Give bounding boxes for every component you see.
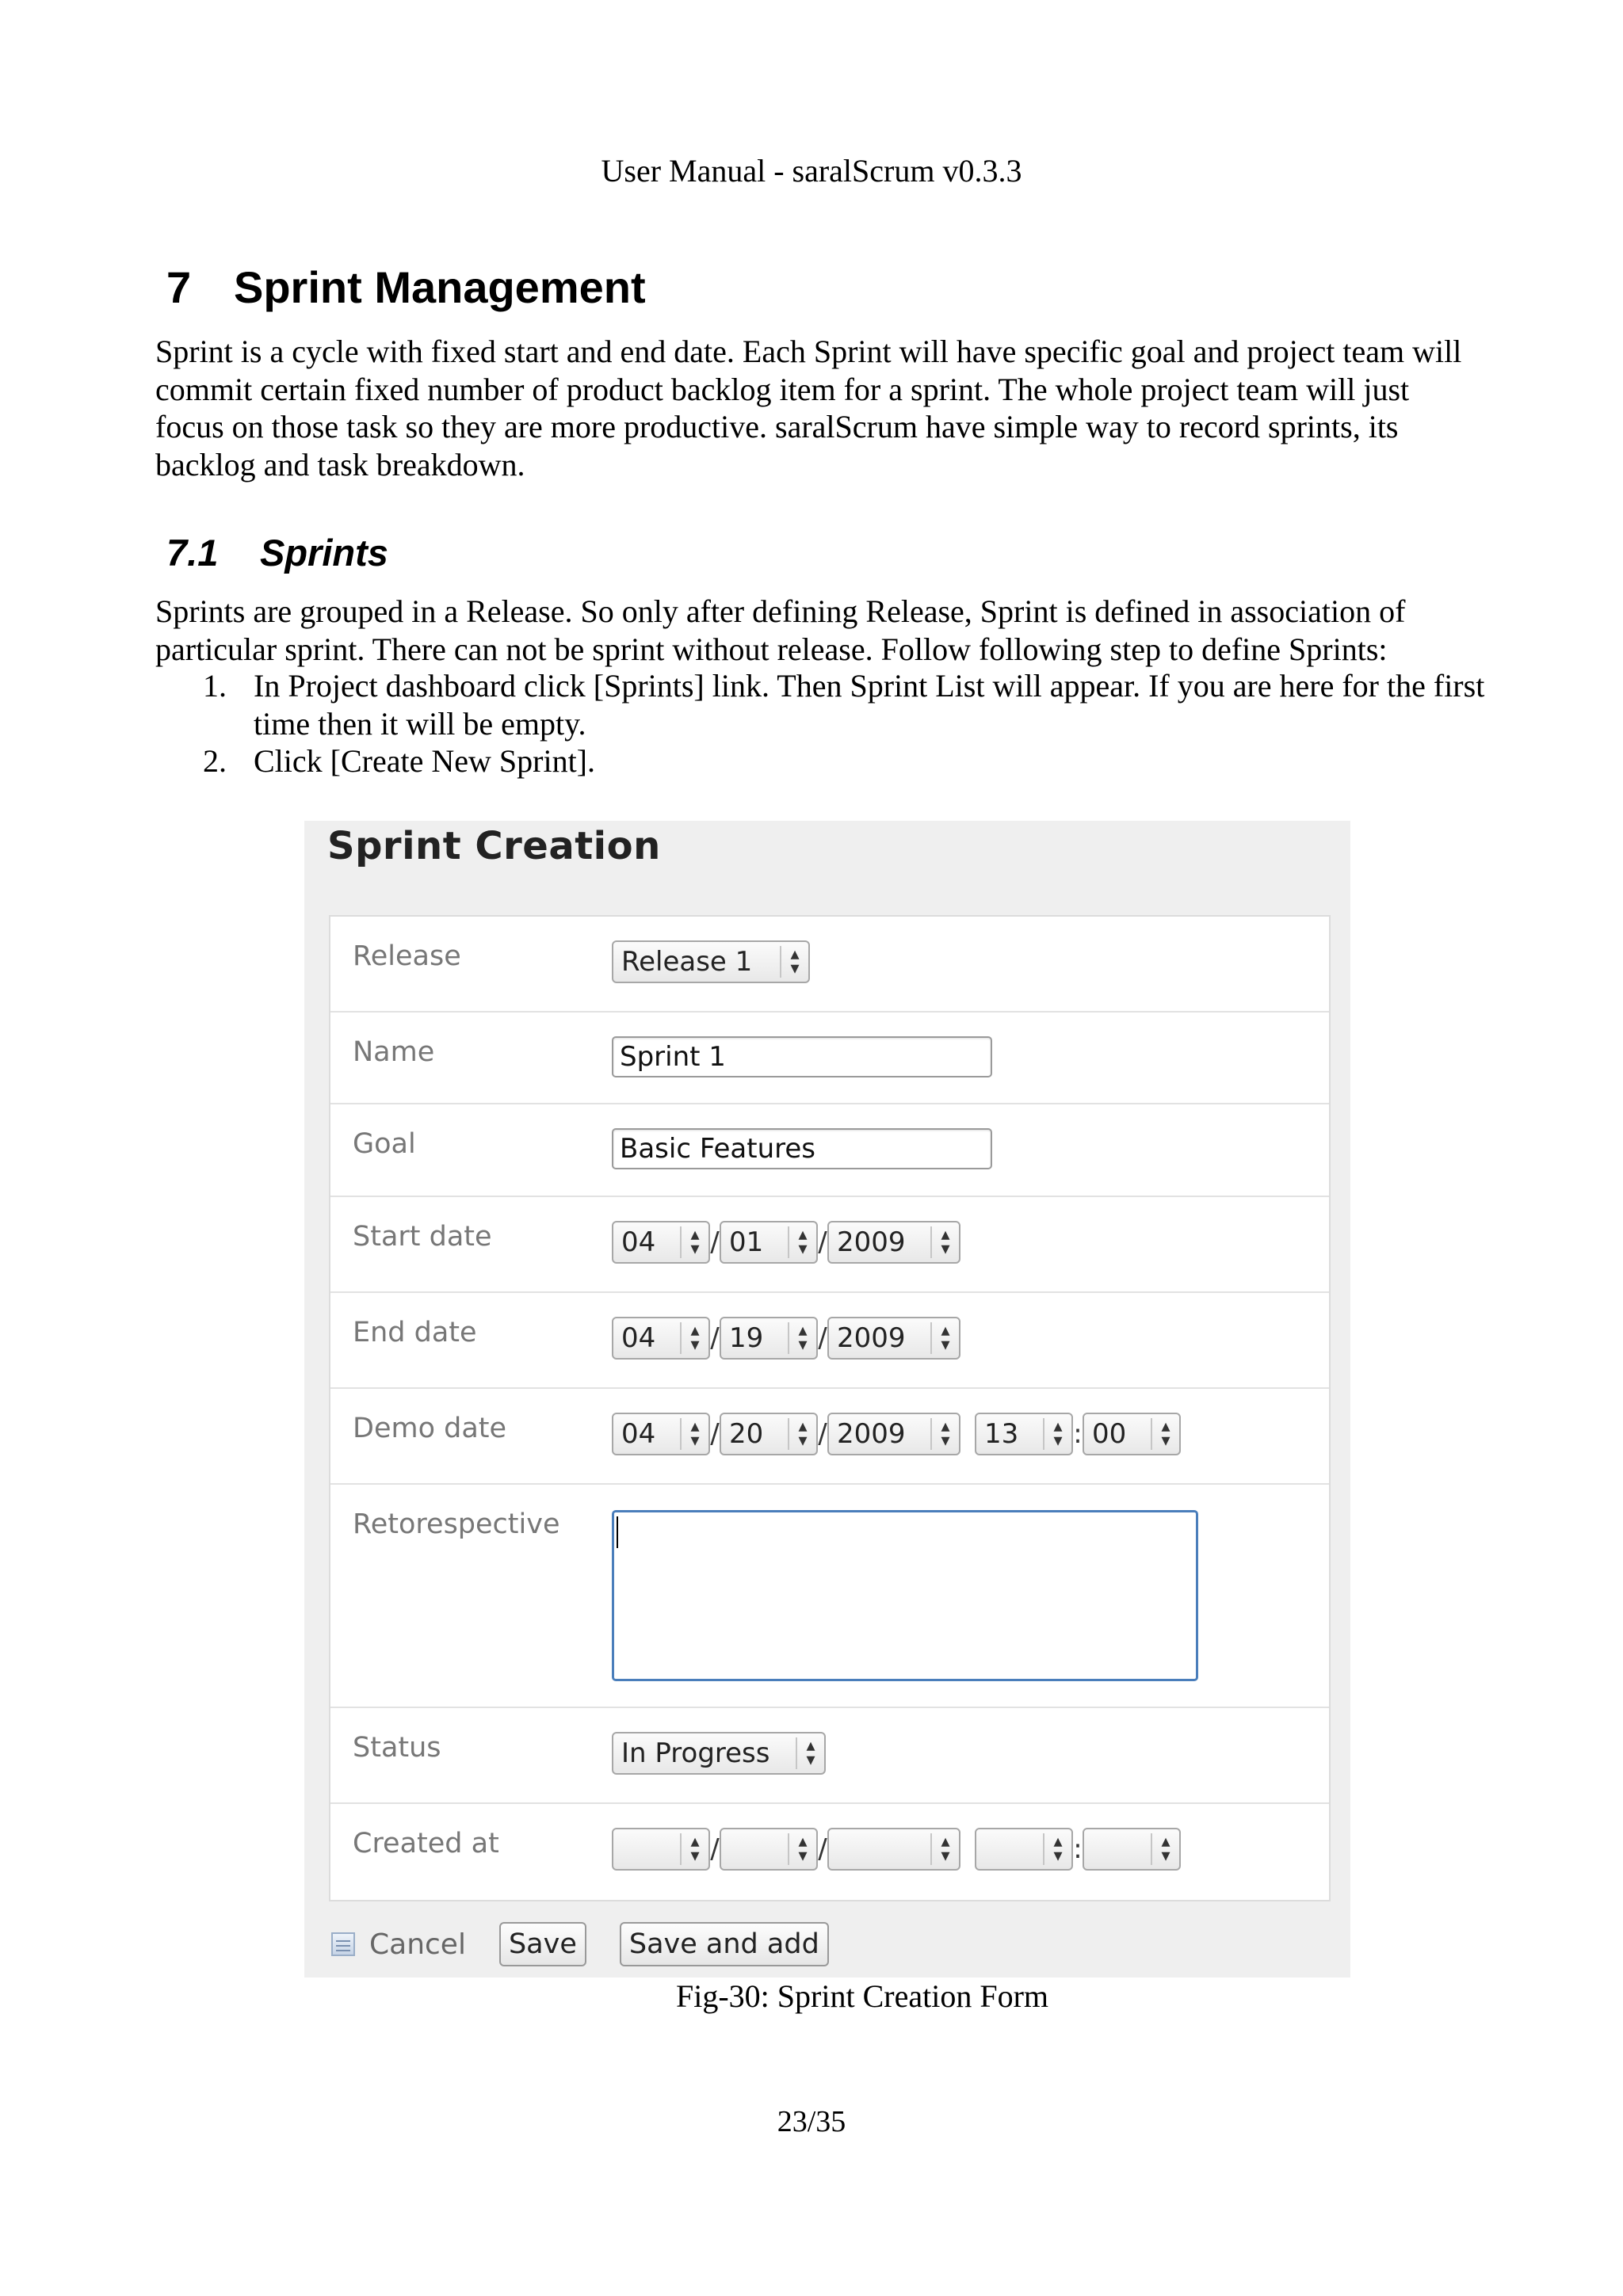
date-separator: / (710, 1833, 720, 1865)
retrospective-textarea[interactable] (612, 1510, 1198, 1681)
select-value: 2009 (837, 1322, 906, 1354)
sprint-form (329, 915, 1331, 1901)
release-select[interactable] (612, 940, 810, 983)
end-year-select[interactable] (827, 1317, 960, 1360)
demo-year-select[interactable] (827, 1413, 960, 1455)
created-minute-select[interactable] (1083, 1828, 1181, 1871)
created-month-select[interactable] (612, 1828, 710, 1871)
save-button[interactable]: Save (499, 1922, 586, 1966)
updown-arrow-icon: ▴ ▾ (680, 1226, 708, 1258)
select-value: 20 (729, 1418, 764, 1450)
updown-arrow-icon: ▴ ▾ (1151, 1418, 1179, 1450)
select-value: 00 (1092, 1418, 1127, 1450)
step-number: 1. (203, 668, 227, 704)
cancel-icon[interactable] (331, 1932, 355, 1956)
select-value: 04 (621, 1226, 656, 1258)
select-value: 13 (984, 1418, 1019, 1450)
goal-label: Goal (353, 1128, 416, 1160)
release-label: Release (353, 940, 461, 972)
form-row-start-date (330, 1197, 1329, 1293)
form-row-name (330, 1013, 1329, 1104)
status-value: In Progress (621, 1737, 770, 1769)
section-number: 7 (166, 262, 192, 312)
form-row-retrospective (330, 1485, 1329, 1708)
updown-arrow-icon: ▴ ▾ (930, 1322, 959, 1354)
time-separator: : (1073, 1418, 1083, 1450)
subsection-title: Sprints (260, 532, 388, 574)
subsection-number: 7.1 (166, 532, 219, 574)
time-separator: : (1073, 1833, 1083, 1865)
step-text: Click [Create New Sprint]. (254, 743, 595, 779)
form-row-release (330, 917, 1329, 1013)
date-separator: / (710, 1322, 720, 1354)
release-field (612, 940, 810, 983)
updown-arrow-icon: ▴ ▾ (1151, 1833, 1179, 1865)
select-value: 2009 (837, 1226, 906, 1258)
date-separator: / (818, 1418, 827, 1450)
end-day-select[interactable] (720, 1317, 818, 1360)
updown-arrow-icon: ▴ ▾ (680, 1418, 708, 1450)
form-row-status (330, 1708, 1329, 1804)
start-month-select[interactable] (612, 1221, 710, 1264)
updown-arrow-icon: ▴ ▾ (780, 946, 808, 978)
select-value: 2009 (837, 1418, 906, 1450)
form-title: Sprint Creation (327, 824, 661, 868)
steps-list (203, 667, 1487, 780)
text-caret (617, 1516, 618, 1548)
select-value: 04 (621, 1418, 656, 1450)
start-year-select[interactable] (827, 1221, 960, 1264)
date-separator: / (710, 1418, 720, 1450)
goal-input[interactable]: Basic Features (612, 1128, 992, 1169)
end-month-select[interactable] (612, 1317, 710, 1360)
created-day-select[interactable] (720, 1828, 818, 1871)
updown-arrow-icon: ▴ ▾ (1043, 1833, 1071, 1865)
form-row-demo-date (330, 1389, 1329, 1485)
start-day-select[interactable] (720, 1221, 818, 1264)
date-separator: / (710, 1226, 720, 1258)
updown-arrow-icon: ▴ ▾ (1043, 1418, 1071, 1450)
select-value: 19 (729, 1322, 764, 1354)
updown-arrow-icon: ▴ ▾ (680, 1833, 708, 1865)
list-item (203, 667, 1487, 742)
select-value: 04 (621, 1322, 656, 1354)
figure-caption: Fig-30: Sprint Creation Form (676, 1978, 1048, 2014)
updown-arrow-icon: ▴ ▾ (788, 1418, 816, 1450)
end-date-label: End date (353, 1317, 477, 1348)
demo-hour-select[interactable] (975, 1413, 1073, 1455)
demo-month-select[interactable] (612, 1413, 710, 1455)
save-and-add-button[interactable]: Save and add (620, 1922, 829, 1966)
updown-arrow-icon: ▴ ▾ (796, 1737, 824, 1769)
list-item (203, 742, 1487, 780)
updown-arrow-icon: ▴ ▾ (788, 1833, 816, 1865)
updown-arrow-icon: ▴ ▾ (930, 1418, 959, 1450)
name-input[interactable]: Sprint 1 (612, 1036, 992, 1077)
updown-arrow-icon: ▴ ▾ (788, 1322, 816, 1354)
created-at-label: Created at (353, 1828, 499, 1859)
demo-day-select[interactable] (720, 1413, 818, 1455)
form-row-goal (330, 1104, 1329, 1197)
release-value: Release 1 (621, 946, 753, 978)
cancel-link[interactable]: Cancel (369, 1928, 466, 1961)
form-row-created-at (330, 1804, 1329, 1900)
date-separator: / (818, 1833, 827, 1865)
demo-minute-select[interactable] (1083, 1413, 1181, 1455)
date-separator: / (818, 1226, 827, 1258)
created-year-select[interactable] (827, 1828, 960, 1871)
running-header: User Manual - saralScrum v0.3.3 (601, 153, 1022, 189)
form-actions (331, 1922, 862, 1966)
updown-arrow-icon: ▴ ▾ (930, 1226, 959, 1258)
updown-arrow-icon: ▴ ▾ (788, 1226, 816, 1258)
select-value: 01 (729, 1226, 764, 1258)
start-date-label: Start date (353, 1221, 492, 1253)
section-title: Sprint Management (234, 262, 646, 312)
subsection-intro: Sprints are grouped in a Release. So only after defining Release, Sprint is defined in association of particular sprint. There can not be sprint without release. Follow following step to define Sprints: (155, 593, 1406, 667)
form-row-end-date (330, 1293, 1329, 1389)
status-select[interactable] (612, 1732, 826, 1775)
retrospective-label: Retorespective (353, 1508, 560, 1540)
date-separator: / (818, 1322, 827, 1354)
created-hour-select[interactable] (975, 1828, 1073, 1871)
subsection-heading (166, 531, 388, 574)
step-text: In Project dashboard click [Sprints] link. Then Sprint List will appear. If you are here for the first time then it will be empty. (254, 668, 1485, 742)
step-number: 2. (203, 743, 227, 779)
demo-date-label: Demo date (353, 1413, 507, 1444)
status-label: Status (353, 1732, 441, 1764)
section-heading (166, 261, 646, 313)
section-intro: Sprint is a cycle with fixed start and end date. Each Sprint will have specific goal and project team will commit certain fixed number of product backlog item for a sprint. The whole project team will just focus on those task so they are more productive. saralScrum have simple way to record sprints, its backlog and task breakdown. (155, 334, 1462, 482)
updown-arrow-icon: ▴ ▾ (930, 1833, 959, 1865)
updown-arrow-icon: ▴ ▾ (680, 1322, 708, 1354)
page-number: 23/35 (777, 2105, 846, 2138)
name-label: Name (353, 1036, 435, 1068)
